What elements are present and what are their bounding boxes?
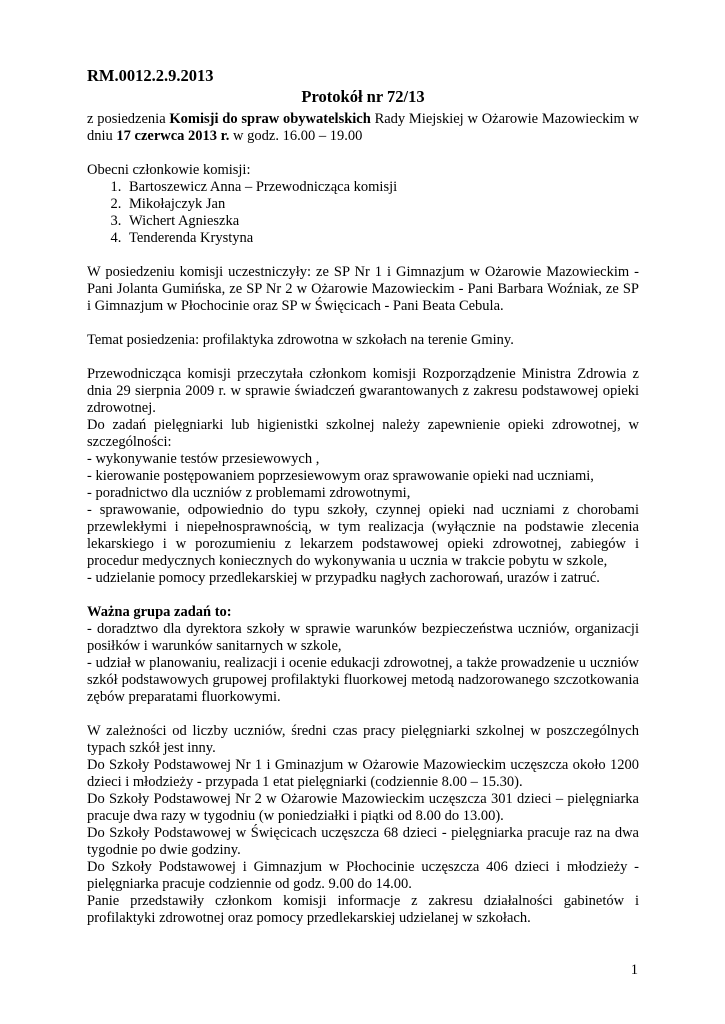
work-time-paragraph: Do Szkoły Podstawowej i Gimnazjum w Płochocinie uczęszcza 406 dzieci i młodzieży - pielęgniarka pracuje codziennie od godz. 9.00 do 14.00.: [87, 859, 639, 892]
nurse-duty-item: - kierowanie postępowaniem poprzesiewowym oraz sprawowanie opieki nad uczniami,: [87, 468, 594, 484]
work-time-paragraph: Panie przedstawiły członkom komisji informacje z zakresu działalności gabinetów i profilaktyki zdrowotnej oraz pomocy przedlekarskiej udzielanej w szkołach.: [87, 893, 639, 926]
member-item: 2. Mikołajczyk Jan: [125, 196, 639, 213]
document-title: Protokół nr 72/13: [301, 87, 425, 106]
page-number: 1: [630, 962, 638, 978]
committee-name: Komisji do spraw obywatelskich: [169, 111, 371, 127]
intro-paragraph: [87, 111, 639, 145]
intro-suffix: w godz. 16.00 – 19.00: [229, 128, 363, 144]
intro-prefix: z posiedzenia: [87, 111, 170, 127]
regulation-paragraph: Przewodnicząca komisji przeczytała członkom komisji Rozporządzenie Ministra Zdrowia z dnia 29 sierpnia 2009 r. w sprawie świadczeń gwarantowanych z zakresu podstawowej opieki zdrowotnej.: [87, 366, 639, 416]
member-item: 4. Tenderenda Krystyna: [125, 230, 639, 247]
nurse-duty-item: - udzielanie pomocy przedlekarskiej w przypadku nagłych zachorowań, urazów i zatruć.: [87, 570, 600, 586]
topic-paragraph: Temat posiedzenia: profilaktyka zdrowotna w szkołach na terenie Gminy.: [87, 332, 514, 348]
work-time-paragraph: Do Szkoły Podstawowej w Święcicach uczęszcza 68 dzieci - pielęgniarka pracuje raz na dwa tygodnie po dwie godziny.: [87, 825, 639, 858]
members-heading: Obecni członkowie komisji:: [87, 162, 251, 178]
important-task-item: - udział w planowaniu, realizacji i ocenie edukacji zdrowotnej, a także prowadzenie u uczniów szkół podstawowych grupowej profilaktyki fluorkowej metodą nadzorowanego szczotkowania zębów preparatami fluorkowymi.: [87, 655, 639, 705]
work-time-paragraph: W zależności od liczby uczniów, średni czas pracy pielęgniarki szkolnej w poszczególnych typach szkół jest inny.: [87, 723, 639, 756]
important-task-item: - doradztwo dla dyrektora szkoły w sprawie warunków bezpieczeństwa uczniów, organizacji posiłków i warunków sanitarnych w szkole,: [87, 621, 639, 654]
intro-middle: Rady Miejskiej w Ożarowie Mazowieckim w dniu: [87, 111, 639, 144]
meeting-date: 17 czerwca 2013 r.: [116, 128, 230, 144]
document-page: [87, 66, 639, 927]
work-time-paragraph: Do Szkoły Podstawowej Nr 1 i Gminazjum w Ożarowie Mazowieckim uczęszcza około 1200 dzieci i młodzieży - przypada 1 etat pielęgniarki (codziennie 8.00 – 15.30).: [87, 757, 639, 790]
members-list: [87, 179, 639, 247]
participants-paragraph: W posiedzeniu komisji uczestniczyły: ze SP Nr 1 i Gimnazjum w Ożarowie Mazowieckim - Pani Jolanta Gumińska, ze SP Nr 2 w Ożarowie Mazowieckim - Pani Barbara Woźniak, ze SP i Gimnazjum w Płochocinie oraz SP w Święcicach - Pani Beata Cebula.: [87, 264, 639, 314]
nurse-duty-item: - sprawowanie, odpowiednio do typu szkoły, czynnej opieki nad uczniami z chorobami przewlekłymi i niepełnosprawnością, w tym realizacja (wyłącznie na podstawie zlecenia lekarskiego i w porozumieniu z lekarzem podstawowej opieki zdrowotnej, zabiegów i procedur medycznych koniecznych do wykonywania u ucznia w trakcie pobytu w szkole,: [87, 502, 639, 569]
member-item: 3. Wichert Agnieszka: [125, 213, 639, 230]
work-time-paragraph: Do Szkoły Podstawowej Nr 2 w Ożarowie Mazowieckim uczęszcza 301 dzieci – pielęgniarka pracuje dwa razy w tygodniu (w poniedziałki i piątki od 8.00 do 13.00).: [87, 791, 639, 824]
important-tasks-heading: Ważna grupa zadań to:: [87, 604, 232, 620]
member-item: 1. Bartoszewicz Anna – Przewodnicząca komisji: [125, 179, 639, 196]
document-reference: RM.0012.2.9.2013: [87, 66, 214, 85]
nurse-duty-item: - poradnictwo dla uczniów z problemami zdrowotnymi,: [87, 485, 411, 501]
nurse-duty-item: - wykonywanie testów przesiewowych ,: [87, 451, 320, 467]
nurse-duties-intro: Do zadań pielęgniarki lub higienistki szkolnej należy zapewnienie opieki zdrowotnej, w szczególności:: [87, 417, 639, 450]
